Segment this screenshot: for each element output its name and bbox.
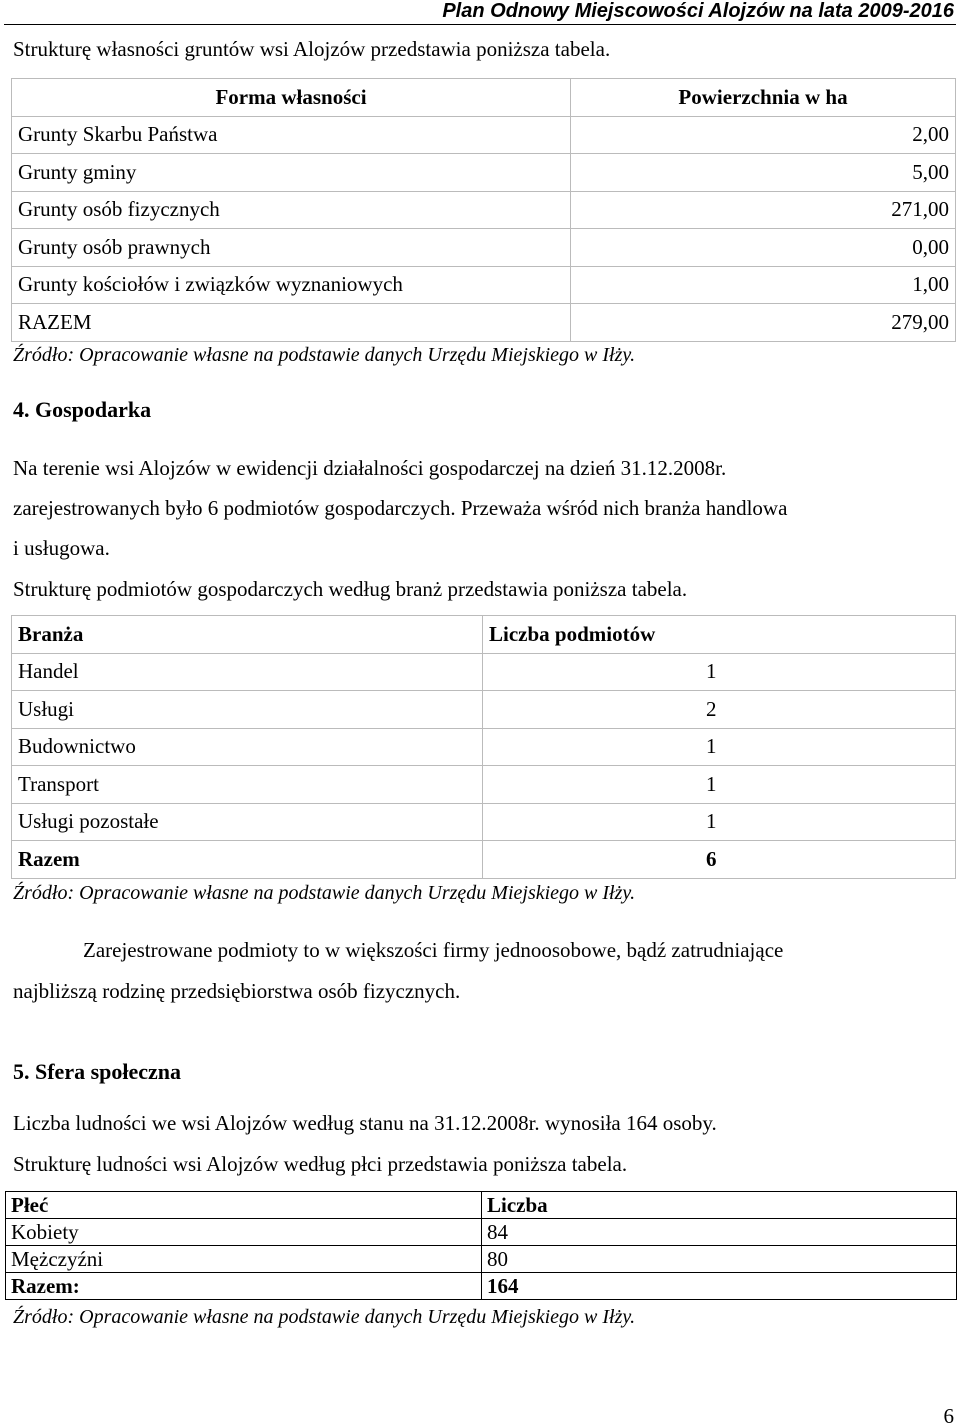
table-row [12, 728, 956, 766]
table-cell: Grunty gminy [12, 154, 571, 192]
table-cell: Handel [12, 653, 483, 691]
table-cell: Grunty osób fizycznych [12, 191, 571, 229]
paragraph-line: Strukturę ludności wsi Alojzów według płci przedstawia poniższa tabela. [13, 1152, 628, 1176]
source-note: Źródło: Opracowanie własne na podstawie danych Urzędu Miejskiego w Iłży. [13, 882, 636, 904]
table-cell: Usługi pozostałe [12, 803, 483, 841]
table-cell: 1 [483, 766, 956, 804]
table-cell: Grunty osób prawnych [12, 229, 571, 267]
table-cell: Budownictwo [12, 728, 483, 766]
page-number: 6 [943, 1404, 954, 1428]
table-cell: RAZEM [12, 304, 571, 342]
table-cell: 2 [483, 691, 956, 729]
table-row [12, 304, 956, 342]
table-cell: 5,00 [571, 154, 956, 192]
column-header: Forma własności [12, 79, 571, 117]
table-row [12, 766, 956, 804]
table-row [6, 1273, 957, 1300]
paragraph-line: Zarejestrowane podmioty to w większości firmy jednoosobowe, bądź zatrudniające [83, 938, 784, 962]
table-row [12, 691, 956, 729]
table-cell: 164 [482, 1273, 957, 1300]
table-cell: Grunty kościołów i związków wyznaniowych [12, 266, 571, 304]
table-cell: 80 [482, 1246, 957, 1273]
paragraph-line: Strukturę podmiotów gospodarczych według branż przedstawia poniższa tabela. [13, 577, 688, 601]
column-header: Liczba podmiotów [483, 616, 956, 654]
table-cell: Razem [12, 841, 483, 879]
paragraph-line: Liczba ludności we wsi Alojzów według stanu na 31.12.2008r. wynosiła 164 osoby. [13, 1111, 717, 1135]
table-row [12, 154, 956, 192]
column-header: Liczba [482, 1192, 957, 1219]
table-cell: Transport [12, 766, 483, 804]
population-by-sex-table [5, 1191, 957, 1300]
paragraph-line: i usługowa. [13, 536, 110, 560]
table-row [12, 266, 956, 304]
paragraph-line: zarejestrowanych było 6 podmiotów gospodarczych. Przeważa wśród nich branża handlowa [13, 496, 788, 520]
table-cell: Kobiety [6, 1219, 482, 1246]
table-cell: Grunty Skarbu Państwa [12, 116, 571, 154]
table-cell: 279,00 [571, 304, 956, 342]
column-header: Branża [12, 616, 483, 654]
table-cell: Mężczyźni [6, 1246, 482, 1273]
source-note: Źródło: Opracowanie własne na podstawie danych Urzędu Miejskiego w Iłży. [13, 344, 636, 366]
table-header-row [12, 616, 956, 654]
table-row [12, 803, 956, 841]
section-heading-social: 5. Sfera społeczna [13, 1059, 182, 1084]
header-divider [4, 24, 956, 25]
table-cell: 0,00 [571, 229, 956, 267]
column-header: Płeć [6, 1192, 482, 1219]
land-intro-text: Strukturę własności gruntów wsi Alojzów przedstawia poniższa tabela. [13, 37, 611, 61]
table-cell: 84 [482, 1219, 957, 1246]
column-header: Powierzchnia w ha [571, 79, 956, 117]
paragraph-line: najbliższą rodzinę przedsiębiorstwa osób fizycznych. [13, 979, 461, 1003]
table-row [6, 1219, 957, 1246]
section-heading-economy: 4. Gospodarka [13, 397, 152, 422]
table-row [12, 191, 956, 229]
table-cell: 1 [483, 653, 956, 691]
table-cell: Usługi [12, 691, 483, 729]
source-note: Źródło: Opracowanie własne na podstawie danych Urzędu Miejskiego w Iłży. [13, 1306, 636, 1328]
table-cell: 6 [483, 841, 956, 879]
table-header-row [12, 79, 956, 117]
paragraph-line: Na terenie wsi Alojzów w ewidencji działalności gospodarczej na dzień 31.12.2008r. [13, 456, 727, 480]
table-cell: 1 [483, 803, 956, 841]
land-ownership-table [11, 78, 956, 342]
table-cell: 2,00 [571, 116, 956, 154]
table-cell: 1,00 [571, 266, 956, 304]
page-header-title: Plan Odnowy Miejscowości Alojzów na lata 2009-2016 [442, 0, 954, 22]
table-row [12, 841, 956, 879]
table-row [6, 1246, 957, 1273]
table-row [12, 229, 956, 267]
table-cell: 271,00 [571, 191, 956, 229]
table-cell: 1 [483, 728, 956, 766]
table-cell: Razem: [6, 1273, 482, 1300]
table-row [12, 653, 956, 691]
table-header-row [6, 1192, 957, 1219]
table-row [12, 116, 956, 154]
business-sectors-table [11, 615, 956, 879]
